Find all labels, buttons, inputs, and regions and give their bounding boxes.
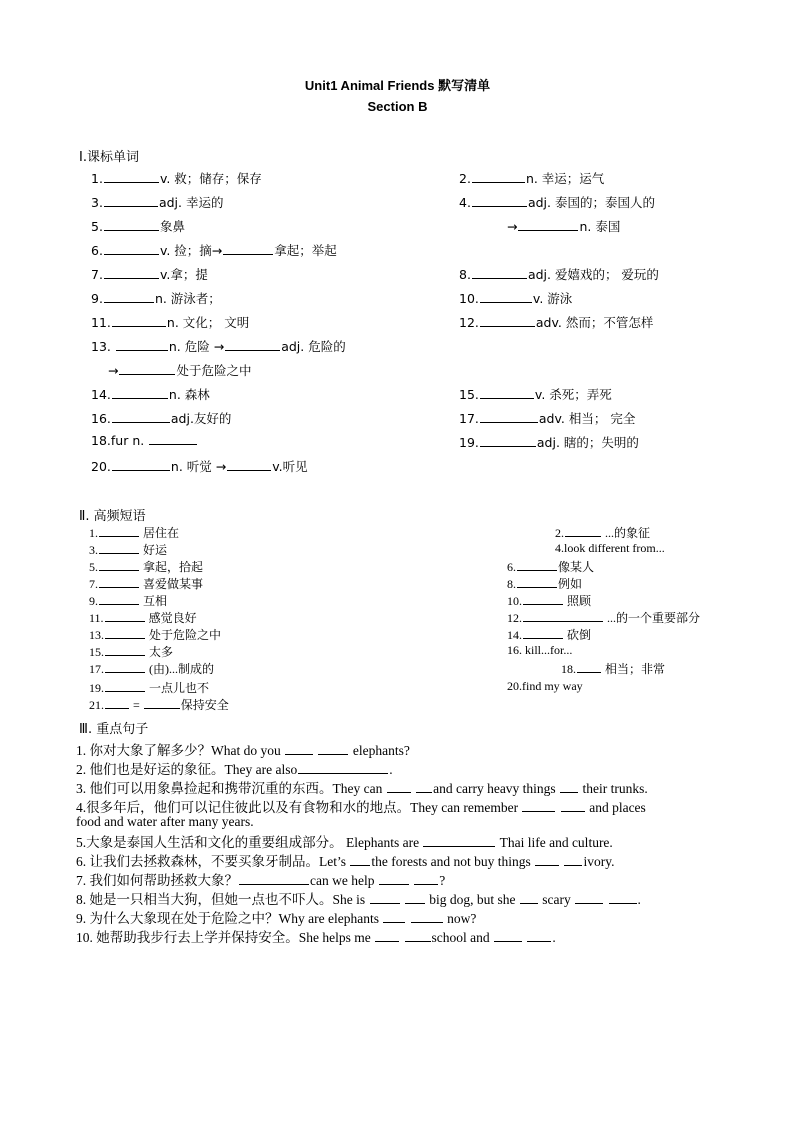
answer-blank[interactable] [379,873,409,885]
answer-blank[interactable] [522,800,555,812]
word-item: 10. v. 游泳 [459,291,573,306]
answer-blank[interactable] [105,680,145,692]
word-item: 17. adv. 相当； 完全 [459,411,636,426]
phrase-item: 16. kill...for... [507,643,573,657]
answer-blank[interactable] [577,661,601,673]
word-item: 5. 象鼻 [91,219,185,234]
answer-blank[interactable] [414,873,438,885]
phrase-item: 8. 例如 [507,577,583,591]
answer-blank[interactable] [575,892,603,904]
sentence-5: 5.大象是泰国人生活和文化的重要组成部分。 Elephants are Thai life and culture. [76,835,613,850]
answer-blank[interactable] [480,291,532,303]
answer-blank[interactable] [119,363,175,375]
answer-blank[interactable] [99,542,139,554]
page-title: Unit1 Animal Friends 默写清单 [304,78,491,93]
answer-blank[interactable] [99,559,139,571]
answer-blank[interactable] [105,697,129,709]
answer-blank[interactable] [104,267,159,279]
phrase-item: 6. 像某人 [507,560,595,574]
phrase-item: 20.find my way [507,679,583,693]
answer-blank[interactable] [375,930,399,942]
phrase-item: 7. 喜爱做某事 [89,577,204,591]
word-item: 2. n. 幸运；运气 [459,171,605,186]
sentence-8: 8. 她是一只相当大狗，但她一点也不吓人。She is big dog, but she scary . [76,892,641,907]
section3-heading: Ⅲ. 重点句子 [79,722,149,737]
sentence-1: 1. 你对大象了解多少？What do you elephants? [76,743,410,758]
answer-blank[interactable] [225,339,280,351]
answer-blank[interactable] [104,243,159,255]
answer-blank[interactable] [561,800,585,812]
phrase-item: 14. 砍倒 [507,628,592,642]
answer-blank[interactable] [285,743,313,755]
phrase-item: 11. 感觉良好 [89,611,197,625]
answer-blank[interactable] [560,781,578,793]
answer-blank[interactable] [494,930,522,942]
answer-blank[interactable] [227,459,271,471]
answer-blank[interactable] [472,171,525,183]
answer-blank[interactable] [527,930,551,942]
answer-blank[interactable] [517,576,557,588]
answer-blank[interactable] [405,930,431,942]
sentence-9: 9. 为什么大象现在处于危险之中？Why are elephants now? [76,911,477,926]
word-item: 11. n. 文化； 文明 [91,315,250,330]
word-item: 9. n. 游泳者； [91,291,221,306]
word-item: 8. adj. 爱嬉戏的； 爱玩的 [459,267,659,282]
answer-blank[interactable] [350,854,370,866]
answer-blank[interactable] [523,627,563,639]
answer-blank[interactable] [472,267,527,279]
answer-blank[interactable] [423,835,495,847]
answer-blank[interactable] [523,593,563,605]
answer-blank[interactable] [105,627,145,639]
phrase-item: 10. 照顾 [507,594,592,608]
answer-blank[interactable] [105,610,145,622]
answer-blank[interactable] [565,525,601,537]
page-subtitle: Section B [367,99,428,114]
answer-blank[interactable] [564,854,582,866]
word-item: 6. v. 捡；摘→ 拿起；举起 [91,243,337,258]
sentence-4-cont: food and water after many years. [76,814,254,829]
word-item: 7. v.拿；提 [91,267,208,282]
answer-blank[interactable] [104,195,158,207]
answer-blank[interactable] [298,762,388,774]
answer-blank[interactable] [480,435,536,447]
sentence-10: 10. 她帮助我步行去上学并保持安全。She helps me school and . [76,930,556,945]
word-item: 13. n. 危险 → adj. 危险的 [91,339,346,354]
answer-blank[interactable] [480,387,534,399]
phrase-item: 9. 互相 [89,594,168,608]
answer-blank[interactable] [223,243,273,255]
answer-blank[interactable] [416,781,432,793]
answer-blank[interactable] [105,644,145,656]
answer-blank[interactable] [411,911,443,923]
phrase-item: 21. = 保持安全 [89,698,229,712]
word-item: 12. adv. 然而；不管怎样 [459,315,654,330]
answer-blank[interactable] [112,387,168,399]
phrase-item: 19. 一点儿也不 [89,681,210,695]
word-item: 4. adj. 泰国的；泰国人的 [459,195,655,210]
phrase-item: 3. 好运 [89,543,168,557]
answer-blank[interactable] [99,576,139,588]
answer-blank[interactable] [99,525,139,537]
answer-blank[interactable] [472,195,527,207]
answer-blank[interactable] [518,219,578,231]
word-item: 20. n. 听觉 → v.听见 [91,459,308,474]
answer-blank[interactable] [523,610,603,622]
answer-blank[interactable] [105,661,145,673]
word-item: 1. v. 救；储存；保存 [91,171,262,186]
answer-blank[interactable] [405,892,425,904]
word-item: 14. n. 森林 [91,387,210,402]
section1-heading: Ⅰ.课标单词 [79,150,139,165]
answer-blank[interactable] [520,892,538,904]
answer-blank[interactable] [535,854,559,866]
answer-blank[interactable] [104,171,159,183]
answer-blank[interactable] [149,433,197,445]
answer-blank[interactable] [104,291,154,303]
phrase-item: 13. 处于危险之中 [89,628,222,642]
phrase-item: 4.look different from... [555,541,665,555]
answer-blank[interactable] [609,892,637,904]
word-item: 15. v. 杀死；弄死 [459,387,612,402]
sentence-4: 4.很多年后，他们可以记住彼此以及有食物和水的地点。They can remember and places [76,800,646,815]
answer-blank[interactable] [112,459,170,471]
word-item: 19. adj. 瞎的；失明的 [459,435,639,450]
word-item: 3. adj. 幸运的 [91,195,224,210]
phrase-item: 17. (由)...制成的 [89,662,214,676]
answer-blank[interactable] [112,411,170,423]
sentence-7: 7. 我们如何帮助拯救大象？ can we help ? [76,873,446,888]
answer-blank[interactable] [318,743,348,755]
word-item: 16. adj.友好的 [91,411,232,426]
phrase-item: 18. 相当；非常 [561,662,666,676]
answer-blank[interactable] [99,593,139,605]
phrase-item: 1. 居住在 [89,526,180,540]
answer-blank[interactable] [480,315,535,327]
answer-blank[interactable] [370,892,400,904]
answer-blank[interactable] [480,411,538,423]
phrase-item: 2. ...的象征 [555,526,651,540]
phrase-item: 12. ...的一个重要部分 [507,611,701,625]
answer-blank[interactable] [239,873,309,885]
word-item: 18.fur n. [91,433,198,448]
answer-blank[interactable] [104,219,159,231]
word-item: → 处于危险之中 [108,363,252,378]
answer-blank[interactable] [116,339,168,351]
phrase-item: 5. 拿起，拾起 [89,560,204,574]
answer-blank[interactable] [112,315,166,327]
sentence-3: 3. 他们可以用象鼻捡起和携带沉重的东西。They can and carry heavy things their trunks. [76,781,648,796]
section2-heading: Ⅱ. 高频短语 [79,509,146,524]
word-item: → n. 泰国 [507,219,621,234]
phrase-item: 15. 太多 [89,645,174,659]
sentence-6: 6. 让我们去拯救森林，不要买象牙制品。Let’s the forests and not buy things ivory. [76,854,615,869]
sentence-2: 2. 他们也是好运的象征。They are also . [76,762,393,777]
answer-blank[interactable] [517,559,557,571]
answer-blank[interactable] [144,697,180,709]
answer-blank[interactable] [387,781,411,793]
answer-blank[interactable] [383,911,405,923]
